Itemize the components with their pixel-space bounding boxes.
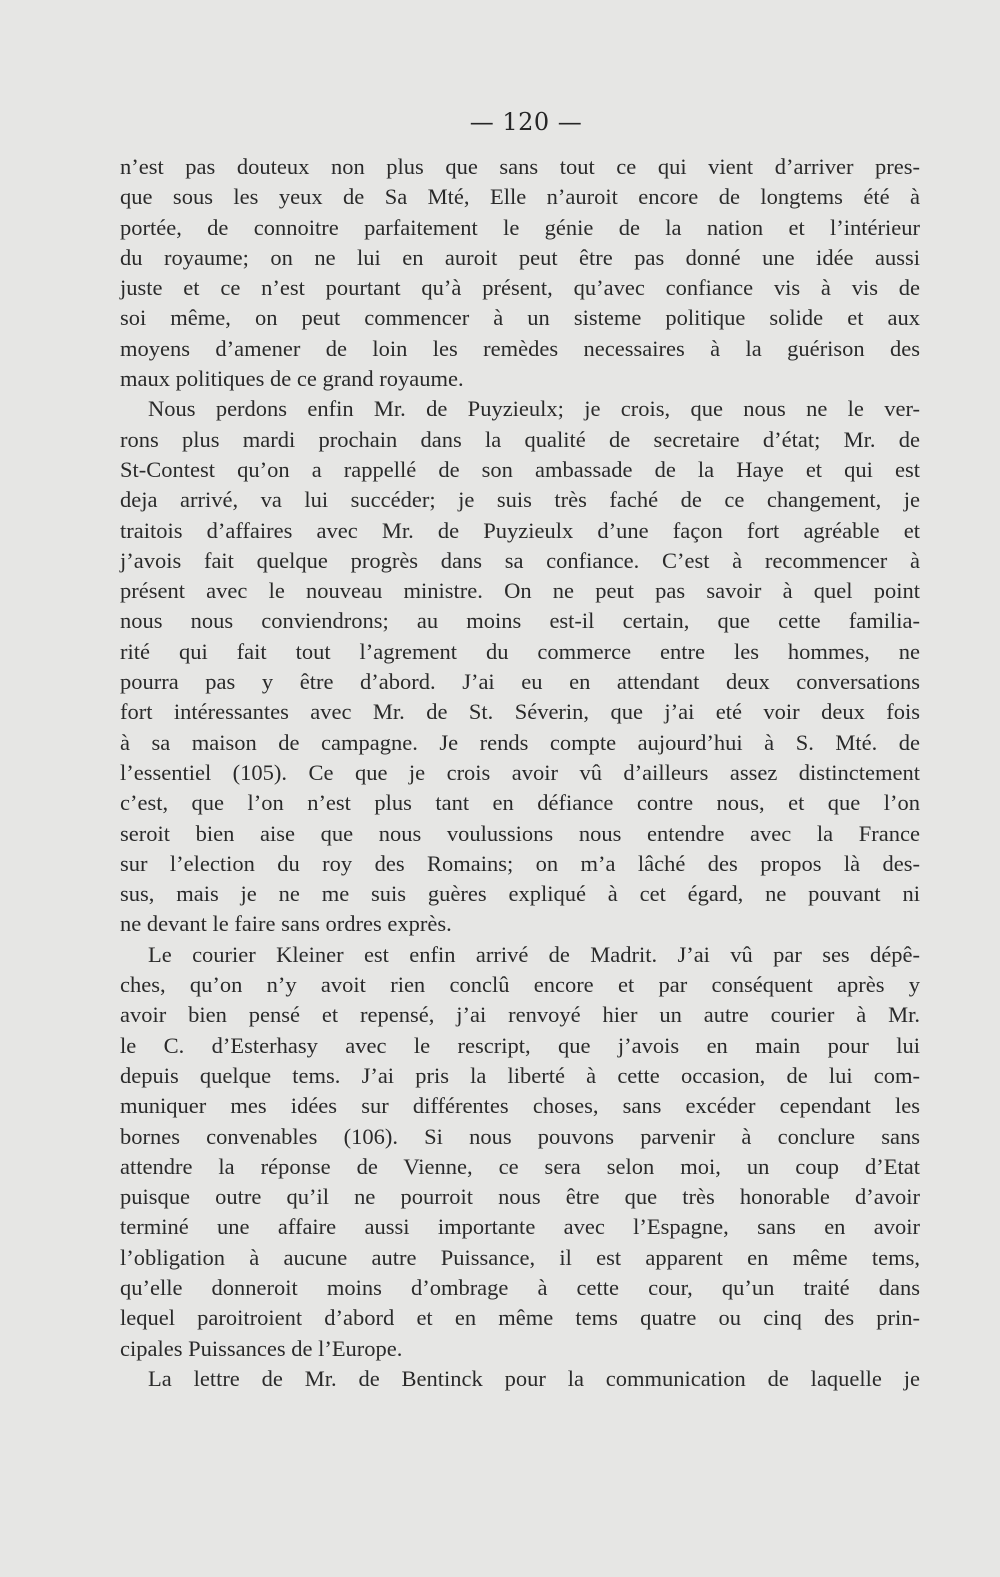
text-line: Nous perdons enfin Mr. de Puyzieulx; je crois, que nous ne le ver- <box>148 396 920 422</box>
text-line: St-Contest qu’on a rappellé de son ambassade de la Haye et qui est <box>120 456 920 482</box>
text-line: présent avec le nouveau ministre. On ne peut pas savoir à quel point <box>120 578 920 604</box>
text-line: le C. d’Esterhasy avec le rescript, que j’avois en main pour lui <box>120 1032 920 1058</box>
text-line: deja arrivé, va lui succéder; je suis très faché de ce changement, je <box>120 487 920 513</box>
text-line: que sous les yeux de Sa Mté, Elle n’auroit encore de longtems été à <box>120 184 920 210</box>
text-line: nous nous conviendrons; au moins est-il certain, que cette familia- <box>120 608 920 634</box>
page-number: — 120 — <box>469 108 583 136</box>
text-line: cipales Puissances de l’Europe. <box>120 1335 403 1361</box>
text-line: qu’elle donneroit moins d’ombrage à cette cour, qu’un traité dans <box>120 1274 920 1300</box>
text-line: La lettre de Mr. de Bentinck pour la communication de laquelle je <box>148 1365 920 1391</box>
text-line: lequel paroitroient d’abord et en même tems quatre ou cinq des prin- <box>120 1305 920 1331</box>
text-line: ches, qu’on n’y avoit rien conclû encore et par conséquent après y <box>120 972 920 998</box>
text-line: soi même, on peut commencer à un sisteme politique solide et aux <box>120 305 920 331</box>
text-line: avoir bien pensé et repensé, j’ai renvoyé hier un autre courier à Mr. <box>120 1002 920 1028</box>
text-line: puisque outre qu’il ne pourroit nous être que très honorable d’avoir <box>120 1184 920 1210</box>
text-line: juste et ce n’est pourtant qu’à présent, qu’avec confiance vis à vis de <box>120 275 920 301</box>
text-line: depuis quelque tems. J’ai pris la liberté à cette occasion, de lui com- <box>120 1062 920 1088</box>
text-line: Le courier Kleiner est enfin arrivé de Madrit. J’ai vû par ses dépê- <box>148 941 920 967</box>
text-line: rons plus mardi prochain dans la qualité de secretaire d’état; Mr. de <box>120 426 920 452</box>
text-line: l’essentiel (105). Ce que je crois avoir vû d’ailleurs assez distinctement <box>120 759 920 785</box>
text-line: ne devant le faire sans ordres exprès. <box>120 911 452 937</box>
text-line: muniquer mes idées sur différentes choses, sans excéder cependant les <box>120 1093 920 1119</box>
text-line: sur l’election du roy des Romains; on m’a lâché des propos là des- <box>120 850 920 876</box>
text-line: rité qui fait tout l’agrement du commerce entre les hommes, ne <box>120 638 920 664</box>
text-line: bornes convenables (106). Si nous pouvons parvenir à conclure sans <box>120 1123 920 1149</box>
text-line: maux politiques de ce grand royaume. <box>120 366 464 392</box>
text-line: sus, mais je ne me suis guères expliqué à cet égard, ne pouvant ni <box>120 881 920 907</box>
text-line: du royaume; on ne lui en auroit peut être pas donné une idée aussi <box>120 244 920 270</box>
text-line: portée, de connoitre parfaitement le génie de la nation et l’intérieur <box>120 214 920 240</box>
text-line: j’avois fait quelque progrès dans sa confiance. C’est à recommencer à <box>120 547 920 573</box>
text-line: n’est pas douteux non plus que sans tout ce qui vient d’arriver pres- <box>120 154 920 179</box>
text-line: traitois d’affaires avec Mr. de Puyzieulx d’une façon fort agréable et <box>120 517 920 543</box>
text-line: moyens d’amener de loin les remèdes necessaires à la guérison des <box>120 335 920 361</box>
text-line: seroit bien aise que nous voulussions nous entendre avec la France <box>120 820 920 846</box>
body-text <box>120 152 920 1394</box>
text-line: l’obligation à aucune autre Puissance, il est apparent en même tems, <box>120 1244 920 1270</box>
text-line: à sa maison de campagne. Je rends compte aujourd’hui à S. Mté. de <box>120 729 920 755</box>
text-line: attendre la réponse de Vienne, ce sera selon moi, un coup d’Etat <box>120 1153 920 1179</box>
text-line: terminé une affaire aussi importante avec l’Espagne, sans en avoir <box>120 1214 920 1240</box>
text-line: pourra pas y être d’abord. J’ai eu en attendant deux conversations <box>120 669 920 695</box>
text-line: fort intéressantes avec Mr. de St. Séverin, que j’ai eté voir deux fois <box>120 699 920 725</box>
text-line: c’est, que l’on n’est plus tant en défiance contre nous, et que l’on <box>120 790 920 816</box>
